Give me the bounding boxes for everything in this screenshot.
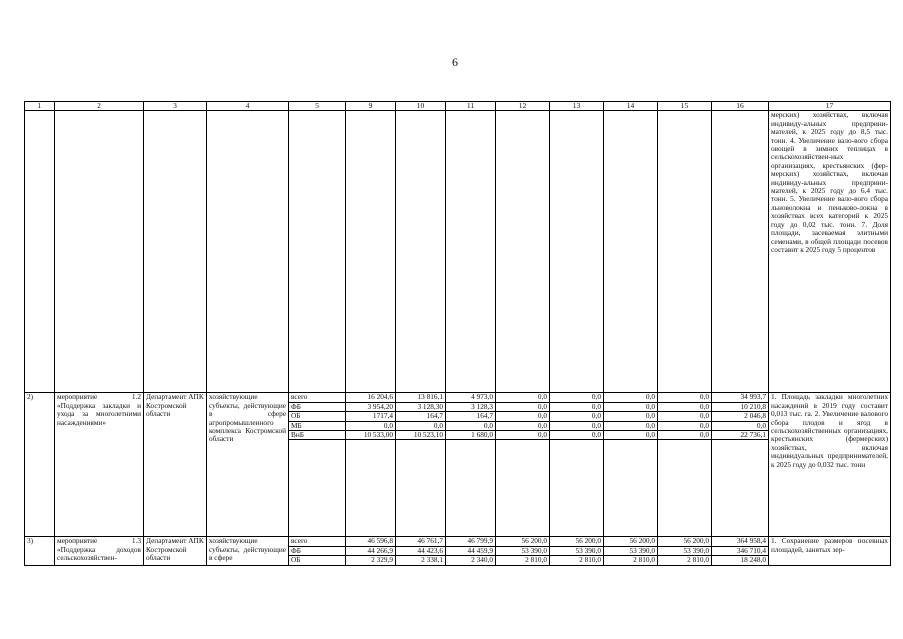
value-cell: 0,0 <box>496 393 550 402</box>
participants-cell: хозяйствующие субъекты, действующие в сфере агропромышленного комплекса Костромской области <box>207 393 289 537</box>
page-number: 6 <box>452 55 458 69</box>
source-label: МБ <box>289 421 346 430</box>
header-cell: 11 <box>446 102 496 111</box>
value-cell: 0,0 <box>604 393 658 402</box>
header-cell: 4 <box>207 102 289 111</box>
value-cell: 3 128,3 <box>446 402 496 411</box>
header-cell: 1 <box>25 102 55 111</box>
value-cell: 0,0 <box>496 431 550 440</box>
header-cell: 2 <box>55 102 144 111</box>
value-cell: 164,7 <box>446 412 496 421</box>
value-cell: 46 761,7 <box>396 537 446 546</box>
value-cell: 0,0 <box>658 402 712 411</box>
table-row <box>25 537 891 546</box>
header-row <box>25 102 891 111</box>
source-label: ВнБ <box>289 431 346 440</box>
value-cell: 46 596,8 <box>346 537 396 546</box>
value-cell: 0,0 <box>550 402 604 411</box>
value-cell: 4 973,0 <box>446 393 496 402</box>
value-cell: 0,0 <box>496 421 550 430</box>
value-cell: 2 810,0 <box>496 556 550 566</box>
value-cell: 2 329,9 <box>346 556 396 566</box>
value-cell: 22 736,1 <box>712 431 769 440</box>
source-label: ОБ <box>289 412 346 421</box>
value-cell: 0,0 <box>550 421 604 430</box>
value-cell: 56 200,0 <box>496 537 550 546</box>
value-cell: 0,0 <box>604 421 658 430</box>
value-cell: 10 533,00 <box>346 431 396 440</box>
value-cell: 0,0 <box>604 412 658 421</box>
value-cell: 16 204,6 <box>346 393 396 402</box>
value-cell: 18 248,0 <box>712 556 769 566</box>
activity-cell: мероприятие 1.3 «Поддержка доходов сельскохозяйствен- <box>55 537 144 566</box>
header-cell: 10 <box>396 102 446 111</box>
value-cell: 1717,4 <box>346 412 396 421</box>
executor-cell: Департамент АПК Костромской области <box>144 537 207 566</box>
participants-cell: хозяйствующие субъекты, действующие в сфере <box>207 537 289 566</box>
value-cell: 0,0 <box>604 431 658 440</box>
header-cell: 16 <box>712 102 769 111</box>
header-cell: 17 <box>769 102 891 111</box>
header-cell: 15 <box>658 102 712 111</box>
row-index: 3) <box>25 537 55 566</box>
value-cell: 0,0 <box>396 421 446 430</box>
value-cell: 0,0 <box>658 412 712 421</box>
value-cell: 44 423,6 <box>396 546 446 555</box>
value-cell: 2 340,0 <box>446 556 496 566</box>
value-cell: 2 810,0 <box>550 556 604 566</box>
value-cell: 0,0 <box>446 421 496 430</box>
value-cell: 2 810,0 <box>604 556 658 566</box>
value-cell: 1 680,0 <box>446 431 496 440</box>
value-cell: 164,7 <box>396 412 446 421</box>
table-row <box>25 393 891 402</box>
header-cell: 12 <box>496 102 550 111</box>
value-cell: 44 459,9 <box>446 546 496 555</box>
source-label: всего <box>289 393 346 402</box>
value-cell: 56 200,0 <box>604 537 658 546</box>
value-cell: 0,0 <box>712 421 769 430</box>
value-cell: 346 710,4 <box>712 546 769 555</box>
value-cell: 0,0 <box>346 421 396 430</box>
header-cell: 13 <box>550 102 604 111</box>
executor-cell: Департамент АПК Костромской области <box>144 393 207 537</box>
header-cell: 14 <box>604 102 658 111</box>
value-cell: 364 958,4 <box>712 537 769 546</box>
row-index: 2) <box>25 393 55 537</box>
value-cell: 0,0 <box>658 431 712 440</box>
value-cell: 34 993,7 <box>712 393 769 402</box>
value-cell: 0,0 <box>658 421 712 430</box>
results-cell: 1. Площадь закладки многолетних насаждений в 2019 году составит 0,013 тыс. га. 2. Увеличение валового сбора плодов и ягод в сельскохозяйственных организациях, крестьянских (фермерских) хозяйствах, включая индивидуальных предпринимателей, к 2025 году до 0,032 тыс. тонн <box>769 393 891 537</box>
value-cell: 2 338,1 <box>396 556 446 566</box>
value-cell: 10 523,10 <box>396 431 446 440</box>
activity-cell: мероприятие 1.2 «Поддержка закладки и ухода за многолетними насаждениями» <box>55 393 144 537</box>
value-cell: 53 390,0 <box>658 546 712 555</box>
value-cell: 2 810,0 <box>658 556 712 566</box>
value-cell: 0,0 <box>604 402 658 411</box>
continuation-row <box>25 111 891 393</box>
value-cell: 0,0 <box>550 393 604 402</box>
source-label: ОБ <box>289 556 346 566</box>
value-cell: 53 390,0 <box>604 546 658 555</box>
value-cell: 46 799,9 <box>446 537 496 546</box>
source-label: ФБ <box>289 546 346 555</box>
value-cell: 0,0 <box>496 412 550 421</box>
header-cell: 5 <box>289 102 346 111</box>
value-cell: 3 954,20 <box>346 402 396 411</box>
value-cell: 0,0 <box>550 431 604 440</box>
value-cell: 0,0 <box>658 393 712 402</box>
value-cell: 3 128,30 <box>396 402 446 411</box>
value-cell: 13 816,1 <box>396 393 446 402</box>
program-table <box>24 101 891 566</box>
value-cell: 10 210,8 <box>712 402 769 411</box>
value-cell: 0,0 <box>496 402 550 411</box>
value-cell: 56 200,0 <box>658 537 712 546</box>
header-cell: 3 <box>144 102 207 111</box>
continuation-results: мерских) хозяйствах, включая индивиду-альных предприни-мателей, к 2025 году до 8,5 тыс. тонн. 4. Увеличение вало-вого сбора овощей в зимних теплицах в сельскохозяйствен-ных организациях, крестьянских (фер-мерских) хозяйствах, включая индивиду-альных предприни-мателей, к 2025 году до 6,4 тыс. тонн. 5. Увеличение вало-вого сбора льноволокна и пеньково-локна в хозяйствах всех категорий к 2025 году до 0,02 тыс. тонн. 7. Доля площади, засеваемая элитными семенами, в общей площади посевов составит к 2025 году 5 процентов <box>769 111 891 393</box>
value-cell: 53 390,0 <box>550 546 604 555</box>
value-cell: 44 266,9 <box>346 546 396 555</box>
value-cell: 53 390,0 <box>496 546 550 555</box>
value-cell: 2 046,8 <box>712 412 769 421</box>
value-cell: 0,0 <box>550 412 604 421</box>
source-label: ФБ <box>289 402 346 411</box>
source-label: всего <box>289 537 346 546</box>
results-cell: 1. Сохранение размеров посевных площадей, занятых зер- <box>769 537 891 566</box>
header-cell: 9 <box>346 102 396 111</box>
value-cell: 56 200,0 <box>550 537 604 546</box>
